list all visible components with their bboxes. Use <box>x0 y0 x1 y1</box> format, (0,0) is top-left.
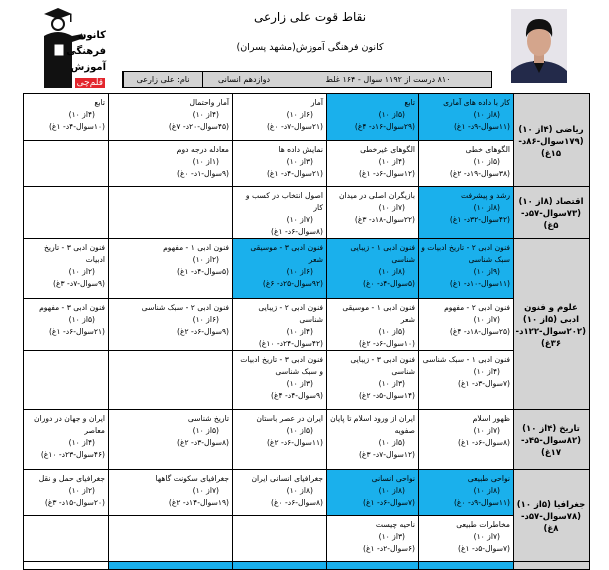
topic-score: (۵از ۱۰) <box>378 327 405 336</box>
student-name: نام: علی زارعی <box>123 72 202 87</box>
logo-text-line: فرهنگی <box>66 46 106 57</box>
topic-cell <box>233 141 327 187</box>
topic-score: (۸از ۱۰) <box>378 486 405 495</box>
subject-cell <box>514 410 590 470</box>
topic-cell <box>419 410 514 470</box>
topic-cell <box>419 299 514 351</box>
topic-score: (۵از ۱۰) <box>378 110 405 119</box>
topic-cell <box>109 94 233 141</box>
page-title: نقاط قوت علی زارعی <box>253 10 367 24</box>
topic-cell <box>109 562 233 570</box>
topic-cell <box>233 351 327 410</box>
topic-stats: (۹سوال-۶د- ۲غ) <box>177 327 229 336</box>
topic-score: (۷از ۱۰) <box>192 486 219 495</box>
topic-name: بازیگران اصلی در میدان <box>338 191 415 200</box>
topic-cell <box>233 562 327 570</box>
topic-name: فنون ادبی ۲ - تاریخ ادبیات و سبک شناسی <box>421 243 510 264</box>
subject-name: علوم و فنون ادبی (۵از ۱۰) <box>522 302 580 325</box>
topic-cell <box>327 410 419 470</box>
topic-name: فنون ادبی ۲ - مفهوم <box>444 303 510 312</box>
topic-stats: (۲۲سوال-۱۸د- ۳غ) <box>354 215 415 224</box>
topic-stats: (۱۱سوال-۶د- ۲غ) <box>266 438 323 447</box>
topic-cell <box>327 94 419 141</box>
empty-cell <box>24 516 109 562</box>
subject-stats: (۷۳سوال-۵۷د- ۵غ) <box>520 209 582 231</box>
topic-cell <box>109 410 233 470</box>
topic-stats: (۱۲سوال-۷د- ۳غ) <box>358 450 415 459</box>
topic-score: (۱از ۱۰) <box>192 157 219 166</box>
topic-stats: (۲۹سوال-۱۶د- ۴غ) <box>354 122 415 131</box>
topic-cell <box>109 299 233 351</box>
topic-stats: (۱۱سوال-۹د- ۱غ) <box>453 122 510 131</box>
page-subtitle: کانون فرهنگی آموزش(مشهد پسران) <box>236 42 384 53</box>
logo-text-line: آموزش <box>70 62 106 73</box>
kanoon-logo <box>36 4 108 90</box>
topic-stats: (۱۴سوال-۵د- ۲غ) <box>358 391 415 400</box>
topic-stats: (۸سوال-۳د- ۲غ) <box>177 438 229 447</box>
topic-stats: (۱۰سوال-۴د- ۱غ) <box>48 122 105 131</box>
empty-cell <box>24 141 109 187</box>
topic-name: فنون ادبی ۲ - سبک شناسی <box>141 303 229 312</box>
topic-score: (۲از ۱۰) <box>192 255 219 264</box>
topic-stats: (۹سوال-۱د- ۰غ) <box>177 169 229 178</box>
topic-score: (۶از ۱۰) <box>286 267 313 276</box>
topic-cell <box>233 239 327 299</box>
topic-score: (۵از ۱۰) <box>473 157 500 166</box>
topic-stats: (۴۵سوال-۲۰د- ۷غ) <box>168 122 229 131</box>
topic-stats: (۴۲سوال-۲۴د- ۱۰غ) <box>258 339 323 348</box>
topic-name: نواحی انسانی <box>371 474 415 483</box>
topic-name: فنون ادبی ۲ - زیبایی شناسی <box>258 303 323 324</box>
topic-name: فنون ادبی ۱ - موسیقی شعر <box>342 303 415 324</box>
topic-name: فنون ادبی ۳ - تاریخ ادبیات و سبک شناسی <box>240 355 323 376</box>
subject-cell <box>514 187 590 239</box>
subject-stats: (۱۷۹سوال-۸۶د- ۱۵غ) <box>518 136 584 159</box>
topic-name: تابع <box>94 98 105 107</box>
topic-cell <box>24 562 109 570</box>
topic-stats: (۹سوال-۴د- ۴غ) <box>271 391 323 400</box>
topic-name: جغرافیای انسانی ایران <box>251 474 323 483</box>
topic-stats: (۹سوال-۷د- ۳غ) <box>53 279 105 288</box>
subject-name: تاریخ (۴از ۱۰) <box>522 424 580 434</box>
topic-stats: (۱۲سوال-۶د- ۱غ) <box>358 169 415 178</box>
topic-name: اصول انتخاب در کسب و کار <box>245 191 323 212</box>
topic-score: (۶از ۱۰) <box>286 110 313 119</box>
subject-cell <box>514 239 590 410</box>
topic-score: (۸از ۱۰) <box>473 203 500 212</box>
empty-cell <box>24 351 109 410</box>
topic-score: (۴از ۱۰) <box>286 327 313 336</box>
topic-cell <box>419 187 514 239</box>
topic-cell <box>327 187 419 239</box>
subject-name: ریاضی (۴از ۱۰) <box>518 124 584 135</box>
score-summary: ۸۱۰ درست از ۱۱۹۲ سوال - ۱۶۴ غلط <box>325 75 451 84</box>
topic-stats: (۲۱سوال-۴د- ۱غ) <box>266 169 323 178</box>
topic-cell <box>327 516 419 562</box>
topic-score: (۴از ۱۰) <box>192 110 219 119</box>
topic-name: آمار واحتمال <box>189 98 229 107</box>
topic-cell <box>419 516 514 562</box>
topic-stats: (۴۶سوال-۲۳د- ۱۰غ) <box>40 450 105 459</box>
topic-score: (۷از ۱۰) <box>473 426 500 435</box>
topic-name: الگوهای خطی <box>465 145 510 154</box>
topic-cell <box>327 239 419 299</box>
topic-name: جغرافیای سکونت گاهها <box>155 474 229 483</box>
topic-cell <box>233 410 327 470</box>
table-row <box>24 94 590 141</box>
topic-score: (۸از ۱۰) <box>473 486 500 495</box>
topic-cell <box>419 351 514 410</box>
topic-score: (۶از ۱۰) <box>192 315 219 324</box>
topic-name: رشد و پیشرفت <box>461 191 510 200</box>
subject-name: جغرافیا (۵از ۱۰) <box>516 500 586 510</box>
topic-score: (۳از ۱۰) <box>286 379 313 388</box>
topic-stats: (۷سوال-۵د- ۱غ) <box>458 544 510 553</box>
topic-score: (۷از ۱۰) <box>286 215 313 224</box>
topic-name: فنون ادبی ۳ - موسیقی شعر <box>250 243 323 264</box>
topic-score: (۲از ۱۰) <box>68 267 95 276</box>
subject-stats: (۷۸سوال-۵۷د- ۸غ) <box>520 512 582 534</box>
topic-score: (۵از ۱۰) <box>378 438 405 447</box>
topic-name: ناحیه چیست <box>375 520 415 529</box>
topic-cell <box>327 562 419 570</box>
empty-cell <box>109 351 233 410</box>
topic-stats: (۸سوال-۶د- ۱غ) <box>458 438 510 447</box>
topic-score: (۸از ۱۰) <box>473 110 500 119</box>
topic-stats: (۷سوال-۶د- ۱غ) <box>363 498 415 507</box>
topic-name: فنون ادبی ۳ - تاریخ ادبیات <box>44 243 105 264</box>
topic-stats: (۲۱سوال-۶د- ۱غ) <box>48 327 105 336</box>
topic-name: فنون ادبی ۳ - مفهوم <box>39 303 105 312</box>
topic-name: فنون ادبی ۳ - زیبایی شناسی <box>350 355 415 376</box>
empty-cell <box>233 516 327 562</box>
topic-cell <box>24 470 109 516</box>
topic-name: تابع <box>404 98 415 107</box>
topic-name: الگوهای غیرخطی <box>360 145 415 154</box>
topic-stats: (۷سوال-۳د- ۱غ) <box>458 379 510 388</box>
topic-score: (۷از ۱۰) <box>473 315 500 324</box>
table-row <box>24 239 590 299</box>
table-row <box>24 299 590 351</box>
topic-stats: (۱۰سوال-۶د- ۲غ) <box>358 339 415 348</box>
topic-score: (۴از ۱۰) <box>378 157 405 166</box>
topic-name: مخاطرات طبیعی <box>456 520 510 529</box>
table-row <box>24 141 590 187</box>
topic-score: (۳از ۱۰) <box>378 379 405 388</box>
logo-badge: قلم‌چی <box>76 78 103 88</box>
topic-stats: (۲۰سوال-۱۵د- ۳غ) <box>44 498 105 507</box>
topic-name: فنون ادبی ۱ - زیبایی شناسی <box>350 243 415 264</box>
topic-score: (۹از ۱۰) <box>473 267 500 276</box>
topic-stats: (۲۵سوال-۱۸د- ۴غ) <box>449 327 510 336</box>
topic-stats: (۹۲سوال-۲۵د- ۶غ) <box>262 279 323 288</box>
strengths-table <box>23 93 590 570</box>
topic-stats: (۴۲سوال-۳۲د- ۱غ) <box>449 215 510 224</box>
topic-cell <box>233 94 327 141</box>
topic-cell <box>24 410 109 470</box>
topic-cell <box>419 141 514 187</box>
table-row <box>24 470 590 516</box>
topic-cell <box>109 239 233 299</box>
student-avatar-icon <box>511 9 567 83</box>
logo-text-line: کانون <box>77 30 106 41</box>
topic-cell <box>327 299 419 351</box>
empty-cell <box>24 187 109 239</box>
topic-score: (۷از ۱۰) <box>473 532 500 541</box>
subject-name: اقتصاد (۸از ۱۰) <box>518 197 584 207</box>
topic-cell <box>24 299 109 351</box>
topic-score: (۳از ۱۰) <box>286 157 313 166</box>
topic-score: (۷از ۱۰) <box>378 203 405 212</box>
topic-score: (۴از ۱۰) <box>68 438 95 447</box>
subject-cell <box>514 562 590 570</box>
topic-stats: (۱۱سوال-۹د- ۰غ) <box>453 498 510 507</box>
topic-name: فنون ادبی ۱ - مفهوم <box>163 243 229 252</box>
topic-cell <box>327 141 419 187</box>
topic-score: (۳از ۱۰) <box>378 532 405 541</box>
topic-name: ایران از ورود اسلام تا پایان صفویه <box>330 414 415 435</box>
topic-stats: (۵سوال-۴د- ۱غ) <box>177 267 229 276</box>
table-row <box>24 562 590 570</box>
topic-stats: (۱۹سوال-۱۴د- ۲غ) <box>168 498 229 507</box>
topic-stats: (۵سوال-۴د- ۰غ) <box>363 279 415 288</box>
topic-stats: (۶سوال-۲د- ۱غ) <box>363 544 415 553</box>
topic-name: ایران در عصر باستان <box>256 414 323 423</box>
topic-name: نمایش داده ها <box>278 145 323 154</box>
topic-score: (۵از ۱۰) <box>192 426 219 435</box>
topic-cell <box>419 470 514 516</box>
topic-cell <box>24 94 109 141</box>
topic-score: (۸از ۱۰) <box>378 267 405 276</box>
subject-cell <box>514 470 590 562</box>
topic-cell <box>419 562 514 570</box>
topic-name: معادله درجه دوم <box>176 145 229 154</box>
topic-name: آمار <box>310 98 323 107</box>
table-row <box>24 410 590 470</box>
topic-cell <box>327 470 419 516</box>
subject-cell <box>514 94 590 187</box>
topic-stats: (۸سوال-۶د- ۰غ) <box>271 498 323 507</box>
topic-cell <box>327 351 419 410</box>
topic-cell <box>233 470 327 516</box>
topic-stats: (۳۸سوال-۱۹د- ۲غ) <box>449 169 510 178</box>
subject-stats: (۲۰۲سوال-۱۲۲د- ۳۶غ) <box>515 326 586 349</box>
topic-score: (۴از ۱۰) <box>473 367 500 376</box>
table-row <box>24 351 590 410</box>
topic-score: (۲از ۱۰) <box>68 486 95 495</box>
topic-cell <box>419 94 514 141</box>
topic-name: جغرافیای حمل و نقل <box>38 474 105 483</box>
topic-name: فنون ادبی ۱ - سبک شناسی <box>422 355 510 364</box>
empty-cell <box>109 516 233 562</box>
topic-name: نواحی طبیعی <box>467 474 510 483</box>
topic-name: تاریخ شناسی <box>187 414 229 423</box>
topic-score: (۵از ۱۰) <box>286 426 313 435</box>
topic-cell <box>233 187 327 239</box>
topic-cell <box>109 470 233 516</box>
topic-name: ایران و جهان در دوران معاصر <box>34 414 105 435</box>
subject-stats: (۸۲سوال-۴۵د- ۱۷غ) <box>520 436 582 458</box>
topic-score: (۴از ۱۰) <box>68 110 95 119</box>
student-info-bar <box>122 71 492 88</box>
topic-name: کار با داده های آماری <box>443 98 510 107</box>
empty-cell <box>109 187 233 239</box>
topic-cell <box>109 141 233 187</box>
student-photo <box>511 9 567 83</box>
student-grade: دوازدهم انسانی <box>202 72 285 87</box>
topic-cell <box>233 299 327 351</box>
table-row <box>24 516 590 562</box>
topic-cell <box>24 239 109 299</box>
table-row <box>24 187 590 239</box>
topic-score: (۸از ۱۰) <box>286 486 313 495</box>
topic-stats: (۱۱سوال-۱۰د- ۱غ) <box>449 279 510 288</box>
topic-cell <box>419 239 514 299</box>
topic-name: ظهور اسلام <box>472 414 510 423</box>
topic-score: (۵از ۱۰) <box>68 315 95 324</box>
topic-stats: (۸سوال-۶د- ۱غ) <box>271 227 323 236</box>
topic-stats: (۲۱سوال-۷د- ۰غ) <box>266 122 323 131</box>
